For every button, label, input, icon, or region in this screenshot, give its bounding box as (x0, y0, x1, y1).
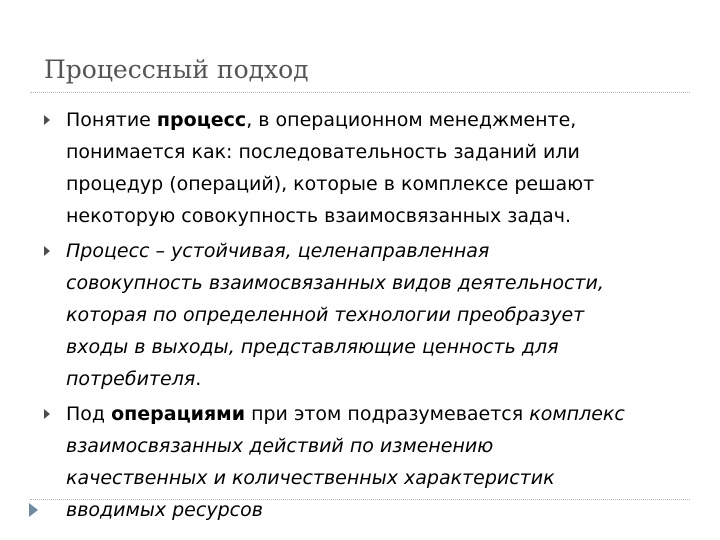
bullet-list (44, 104, 689, 529)
italic-text-run: качественных и количественных характеристик (66, 467, 555, 489)
text-run: , в операционном менеджменте, (246, 109, 577, 131)
bullet-item (44, 235, 689, 395)
text-run: . (195, 368, 202, 390)
bullet-line (66, 363, 689, 395)
bullet-line (66, 398, 689, 430)
italic-text-run: взаимосвязанных действий по изменению (66, 435, 494, 457)
bold-term: процесс (156, 109, 247, 131)
italic-text-run: потребителя (66, 368, 196, 390)
bullet-line (66, 430, 689, 462)
bullet-line (66, 104, 689, 136)
bullet-item (44, 104, 689, 232)
bullet-arrow-icon (44, 246, 50, 256)
italic-text-run: входы в выходы, представляющие ценность для (66, 336, 559, 358)
bullet-line (66, 136, 689, 168)
bullet-line (66, 462, 689, 494)
text-run: процедур (операций), которые в комплексе решают (66, 173, 595, 195)
italic-text-run: вводимых ресурсов (66, 499, 263, 521)
italic-text-run: комплекс (529, 403, 625, 425)
slide-title: Процессный подход (44, 55, 309, 84)
bullet-line (66, 200, 689, 232)
text-run: при этом подразумевается (245, 403, 530, 425)
bold-term: операциями (111, 403, 246, 425)
title-divider (30, 92, 690, 93)
bullet-arrow-icon (44, 409, 50, 419)
bullet-line (66, 267, 689, 299)
footer-divider (30, 499, 690, 500)
bullet-line (66, 299, 689, 331)
italic-text-run: совокупность взаимосвязанных видов деятельности, (66, 272, 604, 294)
bullet-line (66, 235, 689, 267)
text-run: Понятие (66, 109, 157, 131)
text-run: некоторую совокупность взаимосвязанных задач. (66, 205, 572, 227)
bullet-item (44, 398, 689, 526)
italic-text-run: Процесс – устойчивая, целенаправленная (66, 240, 490, 262)
triangle-arrow-icon (29, 503, 38, 517)
italic-text-run: которая по определенной технологии преобразует (66, 304, 585, 326)
text-run: понимается как: последовательность заданий или (66, 141, 580, 163)
bullet-line (66, 331, 689, 363)
bullet-line (66, 168, 689, 200)
text-run: Под (66, 403, 112, 425)
bullet-arrow-icon (44, 115, 50, 125)
